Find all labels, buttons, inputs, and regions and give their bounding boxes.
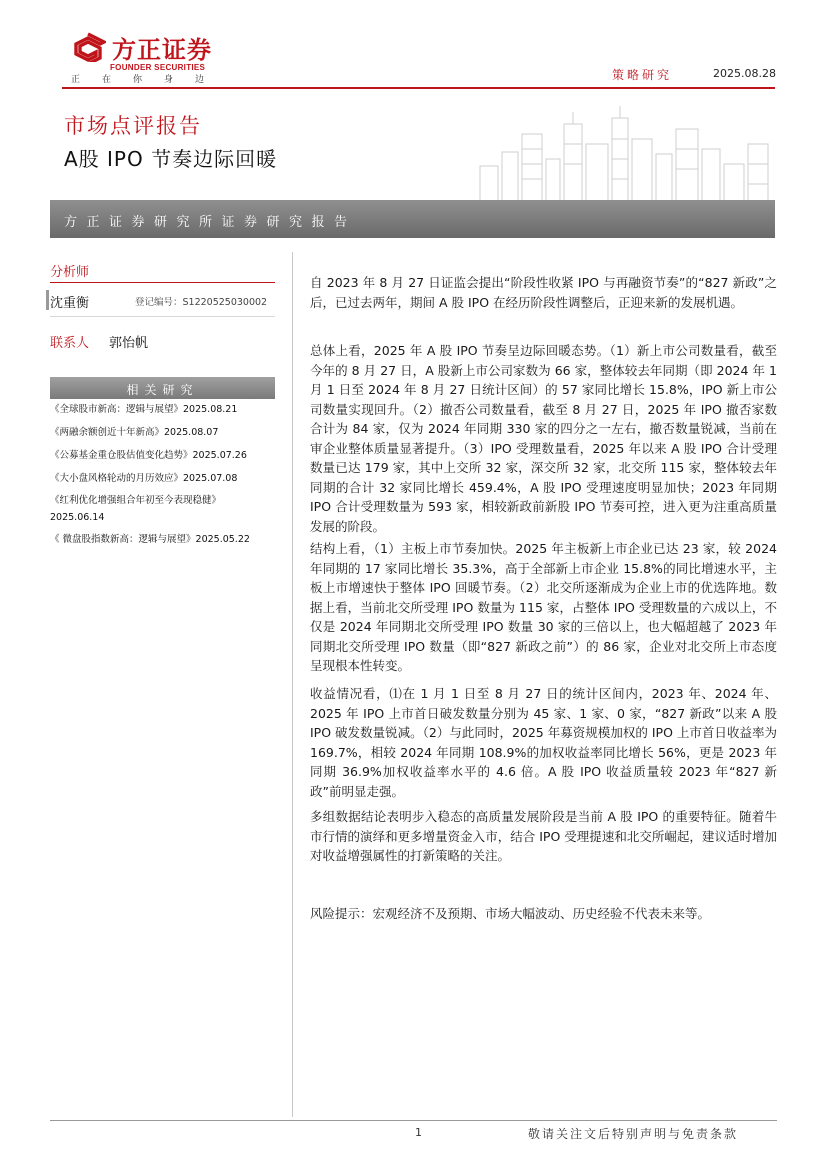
related-research-title: 相关研究 <box>126 383 199 397</box>
page-number: 1 <box>415 1126 422 1139</box>
institute-band <box>50 200 775 238</box>
risk-warning: 风险提示：宏观经济不及预期、市场大幅波动、历史经验不代表未来等。 <box>310 906 711 921</box>
related-report-link[interactable]: 《两融余额创近十年新高》2025.08.07 <box>50 427 219 438</box>
contact-name: 郭怡帆 <box>109 336 149 351</box>
header-rule <box>62 87 775 89</box>
summary-paragraph: 自 2023 年 8 月 27 日证监会提出“阶段性收紧 IPO 与再融资节奏”的“827 新政”之后，已过去两年，期间 A 股 IPO 在经历阶段性调整后，正迎来新的发展机遇。 <box>310 275 777 310</box>
institute-band-text: 方正证券研究所证券研究报告 <box>64 215 357 230</box>
brand-logo <box>62 28 227 88</box>
analyst-rule <box>50 282 275 283</box>
related-report-link[interactable]: 《 微盘股指数新高：逻辑与展望》2025.05.22 <box>50 534 250 545</box>
related-research-header <box>50 377 275 399</box>
city-skyline-icon <box>470 104 775 204</box>
conclusion-paragraph: 多组数据结论表明步入稳态的高质量发展阶段是当前 A 股 IPO 的重要特征。随着牛市行情的演绎和更多增量资金入市，结合 IPO 受理提速和北交所崛起，建议适时增加对收益增强属性的打新策略的关注。 <box>310 809 777 863</box>
column-divider <box>292 252 293 1117</box>
structure-paragraph: 结构上看，（1）主板上市节奏加快。2025 年主板新上市企业已达 23 家，较 2024 年同期的 17 家同比增长 35.3%，高于全部新上市企业 15.8%的同比增速水平，主板上市增速快于整体 IPO 回暖节奏。（2）北交所逐渐成为企业上市的优选阵地。数据上看，当前北交所受理 IPO 数量为 115 家，占整体 IPO 受理数量的六成以上，不仅是 2024 年同期北交所受理 IPO 数量 30 家的三倍以上，也大幅超越了 2023 年同期北交所受理 IPO 数量（即“827 新政之前”）的 86 家，企业对北交所上市态度呈现根本性转变。 <box>310 541 777 673</box>
page-title: A股 IPO 节奏边际回暖 <box>64 147 278 171</box>
report-type: 市场点评报告 <box>64 114 202 138</box>
footer-rule <box>50 1120 777 1121</box>
related-report-link[interactable]: 《公募基金重仓股估值变化趋势》2025.07.26 <box>50 450 247 461</box>
report-category: 策略研究 <box>612 68 673 82</box>
brand-slogan: 正在你身边 <box>71 75 227 85</box>
disclaimer-note[interactable]: 敬请关注文后特别声明与免责条款 <box>528 1127 739 1141</box>
title-banner <box>50 104 775 238</box>
analyst-bottom-rule <box>50 316 275 317</box>
related-report-link[interactable]: 《大小盘风格轮动的月历效应》2025.07.08 <box>50 473 238 484</box>
brand-name-en: FOUNDER SECURITIES <box>110 63 206 72</box>
related-report-link[interactable]: 《红利优化增强组合年初至今表现稳健》2025.06.14 <box>50 495 222 523</box>
analyst-registration: 登记编号：S1220525030002 <box>135 297 268 308</box>
analyst-label: 分析师 <box>50 265 90 280</box>
brand-name-cn: 方正证券 <box>112 36 212 64</box>
overview-paragraph: 总体上看，2025 年 A 股 IPO 节奏呈边际回暖态势。（1）新上市公司数量看，截至今年的 8 月 27 日，A 股新上市公司家数为 66 家，整体较去年同期（即 2024 年 1 月 1 日至 2024 年 8 月 27 日统计区间）的 57 家同比增长 15.8%，IPO 新上市公司数量实现回升。（2）撤否公司数量看，截至 8 月 27 日，2025 年 IPO 撤否家数合计为 84 家，仅为 2024 年同期 330 家的四分之一左右，撤否数量锐减，当前在审企业整体质量显著提升。（3）IPO 受理数量看，2025 年以来 A 股 IPO 合计受理数量已达 179 家，其中上交所 32 家，深交所 32 家，北交所 115 家，整体较去年同期的合计 32 家同比增长 459.4%，A 股 IPO 受理速度明显加快；2023 年同期 IPO 合计受理数量为 593 家，相较新政前新股 IPO 节奏可控，进入更为注重高质量发展的阶段。 <box>310 343 777 534</box>
analyst-marker <box>46 290 49 310</box>
returns-paragraph: 收益情况看，⑴在 1 月 1 日至 8 月 27 日的统计区间内，2023 年、2024 年、2025 年 IPO 上市首日破发数量分别为 45 家、1 家、0 家，“827 新政”以来 A 股 IPO 破发数量锐减。（2）与此同时，2025 年募资规模加权的 IPO 上市首日收益率为 169.7%，相较 2024 年同期 108.9%的加权收益率同比增长 56%，更是 2023 年同期 36.9%加权收益率水平的 4.6 倍。A 股 IPO 收益质量较 2023 年“827 新政”前明显走强。 <box>310 686 777 799</box>
related-report-link[interactable]: 《全球股市新高：逻辑与展望》2025.08.21 <box>50 404 238 415</box>
founder-logo-icon <box>70 32 106 62</box>
report-date: 2025.08.28 <box>713 67 776 80</box>
analyst-name: 沈重衡 <box>50 296 90 311</box>
contact-label: 联系人 <box>50 336 90 351</box>
